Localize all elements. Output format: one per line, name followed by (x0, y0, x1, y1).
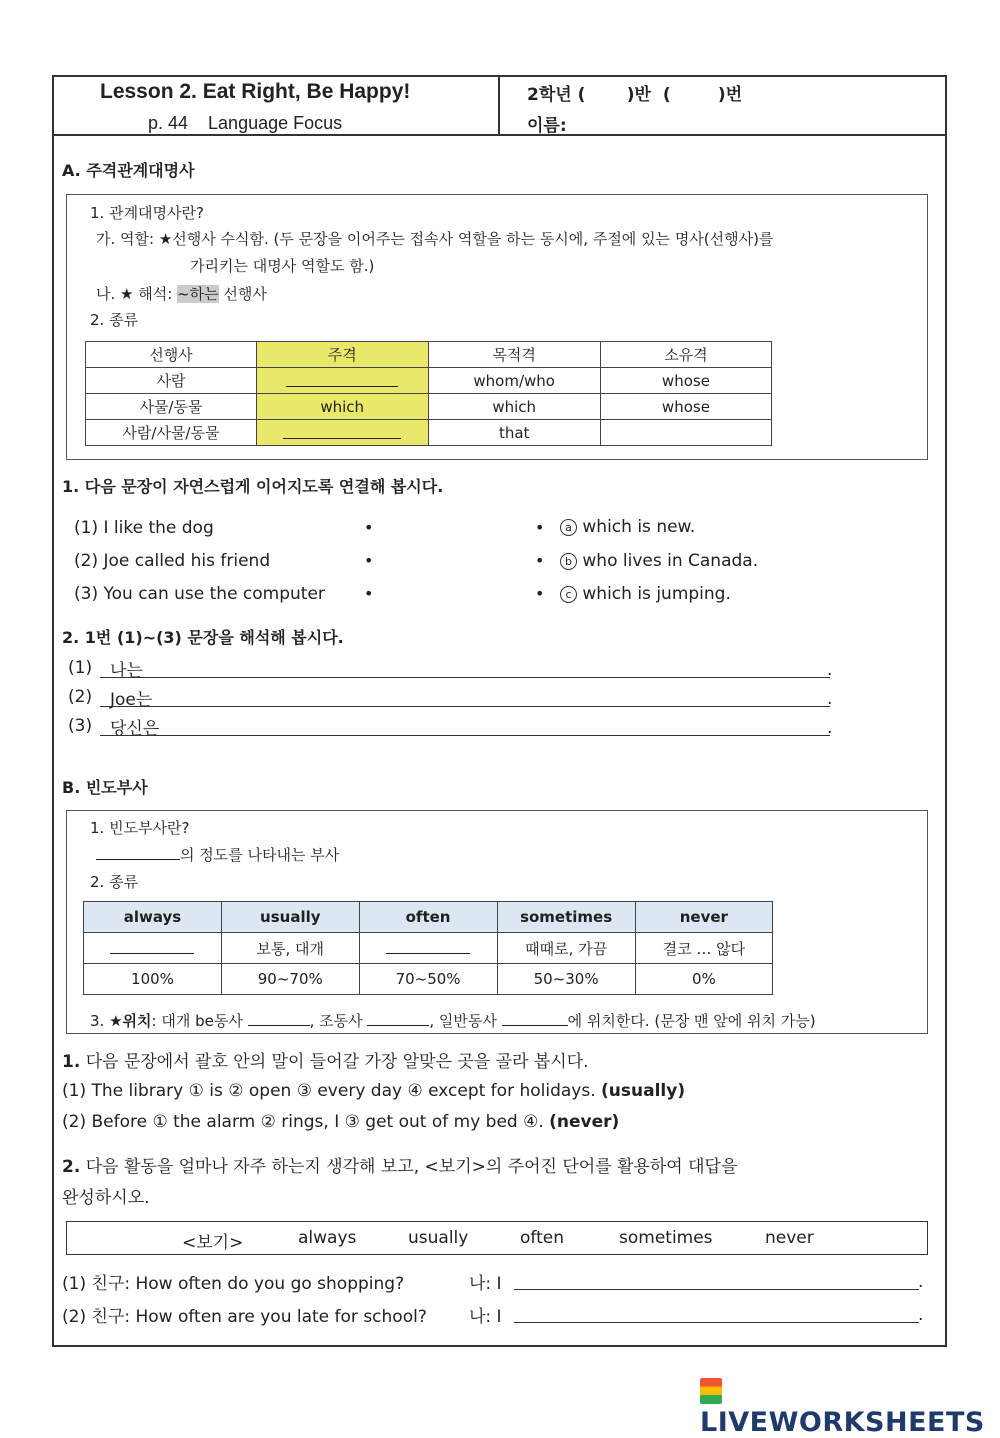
circled-c-icon: c (560, 586, 577, 603)
freq-meaning: 보통, 대개 (221, 933, 359, 964)
pos-blank-be[interactable] (248, 1012, 310, 1026)
lesson-subtitle: p. 44 Language Focus (148, 113, 343, 133)
freq-header: always (84, 902, 222, 933)
dialogue-1-question: (1) 친구: How often do you go shopping? (62, 1274, 405, 1294)
q1-b-sentence-2 (62, 1112, 619, 1132)
pos-label: ★위치 (109, 1012, 152, 1030)
q2-b-text-a: 다음 활동을 얼마나 자주 하는지 생각해 보고, <보기>의 주어진 단어를 활용하여 대답을 (80, 1157, 738, 1177)
table-cell: whom/who (428, 368, 600, 394)
b-item-1-title: 1. 빈도부사란? (90, 819, 190, 837)
answer-line-2[interactable] (514, 1322, 919, 1323)
q1-b-title (62, 1047, 589, 1072)
match-right-c-text: which is jumping. (582, 584, 731, 604)
q1-b-sentence-1 (62, 1081, 685, 1101)
interpretation-line (96, 283, 267, 304)
table-cell: whose (600, 394, 771, 420)
th-subjective: 주격 (256, 342, 428, 368)
trans-period-1: . (827, 660, 833, 680)
meaning-blank-often[interactable] (359, 933, 497, 964)
match-dot-right-a[interactable]: • (535, 518, 545, 537)
sentence-1-word: (usually) (601, 1081, 686, 1101)
table-cell: which (428, 394, 600, 420)
th-antecedent: 선행사 (86, 342, 257, 368)
match-left-3: (3) You can use the computer (74, 584, 325, 604)
liveworksheets-logo-icon (700, 1378, 722, 1404)
table-cell: whose (600, 368, 771, 394)
sentence-2-text: (2) Before ① the alarm ② rings, I ③ get out of my bed ④. (62, 1112, 544, 1132)
logo-text: LIVEWORKSHEETS (700, 1407, 985, 1438)
role-line-b: 가리키는 대명사 역할도 함.) (190, 257, 375, 275)
freq-percent: 70~50% (359, 964, 497, 995)
relative-pronoun-table (85, 341, 772, 446)
answer-blank-person[interactable] (256, 368, 428, 394)
pos-blank-aux[interactable] (367, 1012, 429, 1026)
word-box-label: <보기> (182, 1233, 244, 1253)
trans-start-1: 나는 (110, 661, 143, 681)
header-vdivider (498, 75, 500, 135)
table-cell: 사람/사물/동물 (86, 420, 257, 446)
word-option: never (765, 1228, 814, 1248)
meaning-blank-always[interactable] (84, 933, 222, 964)
answer-period-1: . (918, 1272, 924, 1292)
trans-num-3: (3) (68, 716, 93, 736)
q1-b-num: 1. (62, 1052, 81, 1072)
dialogue-2-question: (2) 친구: How often are you late for school? (62, 1307, 427, 1327)
section-a-title: A. 주격관계대명사 (62, 161, 195, 180)
trans-period-3: . (827, 718, 833, 738)
match-dot-right-b[interactable]: • (535, 551, 545, 570)
liveworksheets-logo (700, 1376, 1000, 1438)
item-1-title: 1. 관계대명사란? (90, 204, 204, 222)
trans-line-1[interactable] (100, 677, 830, 678)
table-cell: 사람 (86, 368, 257, 394)
match-left-1: (1) I like the dog (74, 518, 214, 538)
freq-percent: 50~30% (497, 964, 635, 995)
interp-suffix: 선행사 (218, 285, 267, 303)
trans-line-2[interactable] (100, 706, 830, 707)
match-dot-right-c[interactable]: • (535, 584, 545, 603)
trans-start-3: 당신은 (110, 719, 160, 739)
pos-blank-general[interactable] (502, 1012, 568, 1026)
position-line (90, 1010, 816, 1031)
dialogue-2-me: 나: I (469, 1307, 502, 1327)
q2-b-title-b: 완성하시오. (62, 1188, 150, 1208)
sentence-2-word: (never) (549, 1112, 620, 1132)
q2-b-num: 2. (62, 1157, 81, 1177)
th-possessive: 소유격 (600, 342, 771, 368)
table-cell: which (256, 394, 428, 420)
pos-text-a: : 대개 be동사 (151, 1012, 248, 1030)
match-dot-left-3[interactable]: • (364, 584, 374, 603)
interp-highlight: ~하는 (177, 285, 219, 303)
freq-header: usually (221, 902, 359, 933)
match-right-b (560, 551, 758, 571)
pos-text-c: , 일반동사 (429, 1012, 502, 1030)
lesson-title: Lesson 2. Eat Right, Be Happy! (100, 80, 411, 103)
b-item-2-title: 2. 종류 (90, 873, 139, 891)
trans-num-2: (2) (68, 687, 93, 707)
word-option: sometimes (619, 1228, 713, 1248)
trans-num-1: (1) (68, 658, 93, 678)
word-option: always (298, 1228, 357, 1248)
match-dot-left-1[interactable]: • (364, 518, 374, 537)
match-right-c (560, 584, 731, 604)
pos-text-b: , 조동사 (309, 1012, 368, 1030)
freq-header: sometimes (497, 902, 635, 933)
answer-period-2: . (918, 1305, 924, 1325)
circled-b-icon: b (560, 553, 577, 570)
match-right-b-text: who lives in Canada. (582, 551, 759, 571)
frequency-table (83, 901, 773, 995)
freq-percent: 100% (84, 964, 222, 995)
freq-meaning: 결코 … 않다 (635, 933, 772, 964)
word-option: usually (408, 1228, 469, 1248)
q2-a-title: 2. 1번 (1)~(3) 문장을 해석해 봅시다. (62, 628, 344, 647)
definition-blank[interactable] (96, 845, 180, 860)
th-objective: 목적격 (428, 342, 600, 368)
name-label: 이름: (527, 116, 567, 136)
word-option: often (520, 1228, 564, 1248)
q1-a-title: 1. 다음 문장이 자연스럽게 이어지도록 연결해 봅시다. (62, 477, 444, 496)
answer-line-1[interactable] (514, 1289, 919, 1290)
interp-prefix: 나. ★ 해석: (96, 285, 178, 303)
q2-b-title-a (62, 1152, 737, 1177)
table-cell: that (428, 420, 600, 446)
pos-num: 3. (90, 1012, 110, 1030)
role-line-a: 가. 역할: ★선행사 수식함. (두 문장을 이어주는 접속사 역할을 하는 동시에, 주절에 있는 명사(선행사)를 (96, 230, 774, 248)
table-cell: 사물/동물 (86, 394, 257, 420)
dialogue-1-me: 나: I (469, 1274, 502, 1294)
answer-blank-all[interactable] (256, 420, 428, 446)
pos-text-d: 에 위치한다. (문장 맨 앞에 위치 가능) (567, 1012, 816, 1030)
match-dot-left-2[interactable]: • (364, 551, 374, 570)
section-b-title: B. 빈도부사 (62, 778, 148, 797)
sentence-1-text: (1) The library ① is ② open ③ every day ④ except for holidays. (62, 1081, 596, 1101)
freq-percent: 0% (635, 964, 772, 995)
match-right-a (560, 517, 695, 537)
item-2-title: 2. 종류 (90, 311, 139, 329)
trans-period-2: . (827, 689, 833, 709)
table-cell (600, 420, 771, 446)
freq-percent: 90~70% (221, 964, 359, 995)
freq-header: never (635, 902, 772, 933)
circled-a-icon: a (560, 519, 577, 536)
grade-class: 2학년 ( )반 ( )번 (527, 85, 743, 105)
freq-meaning: 때때로, 가끔 (497, 933, 635, 964)
match-right-a-text: which is new. (582, 517, 696, 537)
definition-text: 의 정도를 나타내는 부사 (180, 846, 340, 864)
freq-header: often (359, 902, 497, 933)
trans-line-3[interactable] (100, 735, 830, 736)
b-definition (96, 844, 339, 865)
trans-start-2: Joe는 (110, 690, 153, 710)
match-left-2: (2) Joe called his friend (74, 551, 271, 571)
q1-b-text: 다음 문장에서 괄호 안의 말이 들어갈 가장 알맞은 곳을 골라 봅시다. (80, 1052, 589, 1072)
